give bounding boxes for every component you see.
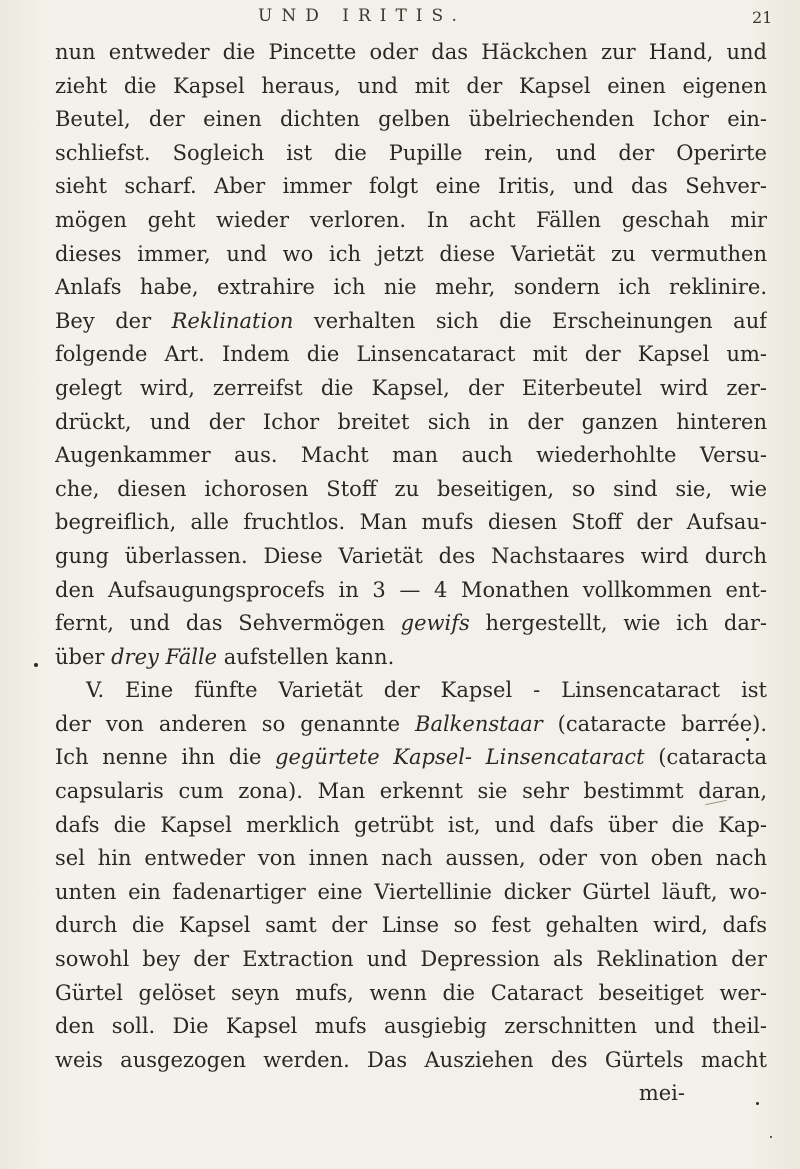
italic-term-balkenstaar: Balkenstaar [415, 711, 543, 736]
text-line-15: begreiflich, alle fruchtlos. Man mufs diesen Stoff der Aufsau- [55, 510, 767, 535]
text-line-4: schliefst. Sogleich ist die Pupille rein, und der Operirte [55, 140, 767, 165]
text-line-3: Beutel, der einen dichten gelben übelriechenden Ichor ein- [55, 107, 767, 132]
text-line-13: Augenkammer aus. Macht man auch wiederhohlte Versu- [55, 443, 767, 468]
italic-term-reklination: Reklination [171, 308, 294, 333]
text-line-25: sel hin entweder von innen nach aussen, oder von oben nach [55, 846, 767, 871]
text-line-10: folgende Art. Indem die Linsencataract mit der Kapsel um- [55, 342, 767, 367]
text-line-12: drückt, und der Ichor breitet sich in der ganzen hinteren [55, 409, 767, 434]
ink-speck [756, 1102, 759, 1105]
text-line-2: zieht die Kapsel heraus, und mit der Kapsel einen eigenen [55, 73, 767, 98]
text-line-23: capsularis cum zona). Man erkennt sie sehr bestimmt daran, [55, 779, 767, 804]
text-line-31: weis ausgezogen werden. Das Ausziehen des Gürtels macht [55, 1047, 767, 1072]
text-line-1: nun entweder die Pincette oder das Häckchen zur Hand, und [55, 40, 767, 64]
text-line-22: Ich nenne ihn die gegürtete Kapsel- Linsencataract (cataracta [55, 745, 767, 770]
text-line-20: V. Eine fünfte Varietät der Kapsel - Linsencataract ist [86, 678, 767, 703]
text-line-24: dafs die Kapsel merklich getrübt ist, und dafs über die Kap- [55, 812, 767, 837]
italic-term-geguertete-kapsel: gegürtete Kapsel- Linsencataract [275, 745, 645, 770]
body-text [55, 36, 767, 1111]
page-number: 21 [752, 8, 773, 27]
text-line-14: che, diesen ichorosen Stoff zu beseitigen, so sind sie, wie [55, 476, 767, 501]
ink-speck [770, 1136, 772, 1138]
text-line-8: Anlafs habe, extrahire ich nie mehr, sondern ich reklinire. [55, 275, 767, 300]
text-line-9: Bey der Reklination verhalten sich die Erscheinungen auf [55, 308, 767, 333]
text-line-27: durch die Kapsel samt der Linse so fest gehalten wird, dafs [55, 913, 767, 938]
text-line-16: gung überlassen. Diese Varietät des Nachstaares wird durch [55, 543, 767, 568]
text-line-26: unten ein fadenartiger eine Viertellinie dicker Gürtel läuft, wo- [55, 879, 767, 904]
italic-term-gewifs: gewifs [400, 611, 470, 636]
text-line-18: fernt, und das Sehvermögen gewifs hergestellt, wie ich dar- [55, 611, 767, 636]
text-line-5: sieht scharf. Aber immer folgt eine Iritis, und das Sehver- [55, 174, 767, 199]
text-line-19: über drey Fälle aufstellen kann. [55, 644, 395, 669]
running-head-title: UND IRITIS. [258, 6, 466, 26]
ink-speck [34, 663, 38, 667]
text-line-21: der von anderen so genannte Balkenstaar (cataracte barrée). [55, 711, 767, 736]
text-line-7: dieses immer, und wo ich jetzt diese Varietät zu vermuthen [55, 241, 767, 266]
ink-speck [746, 738, 749, 741]
running-head [0, 6, 800, 30]
catchword: mei- [638, 1081, 685, 1106]
text-line-6: mögen geht wieder verloren. In acht Fällen geschah mir [55, 207, 767, 232]
italic-term-drey-faelle: drey Fälle [111, 644, 218, 669]
text-line-29: Gürtel gelöset seyn mufs, wenn die Cataract beseitiget wer- [55, 980, 767, 1005]
text-line-30: den soll. Die Kapsel mufs ausgiebig zerschnitten und theil- [55, 1014, 767, 1039]
text-line-17: den Aufsaugungsprocefs in 3 — 4 Monathen vollkommen ent- [55, 577, 767, 602]
text-line-28: sowohl bey der Extraction und Depression als Reklination der [55, 947, 767, 972]
text-line-11: gelegt wird, zerreifst die Kapsel, der Eiterbeutel wird zer- [55, 375, 767, 400]
